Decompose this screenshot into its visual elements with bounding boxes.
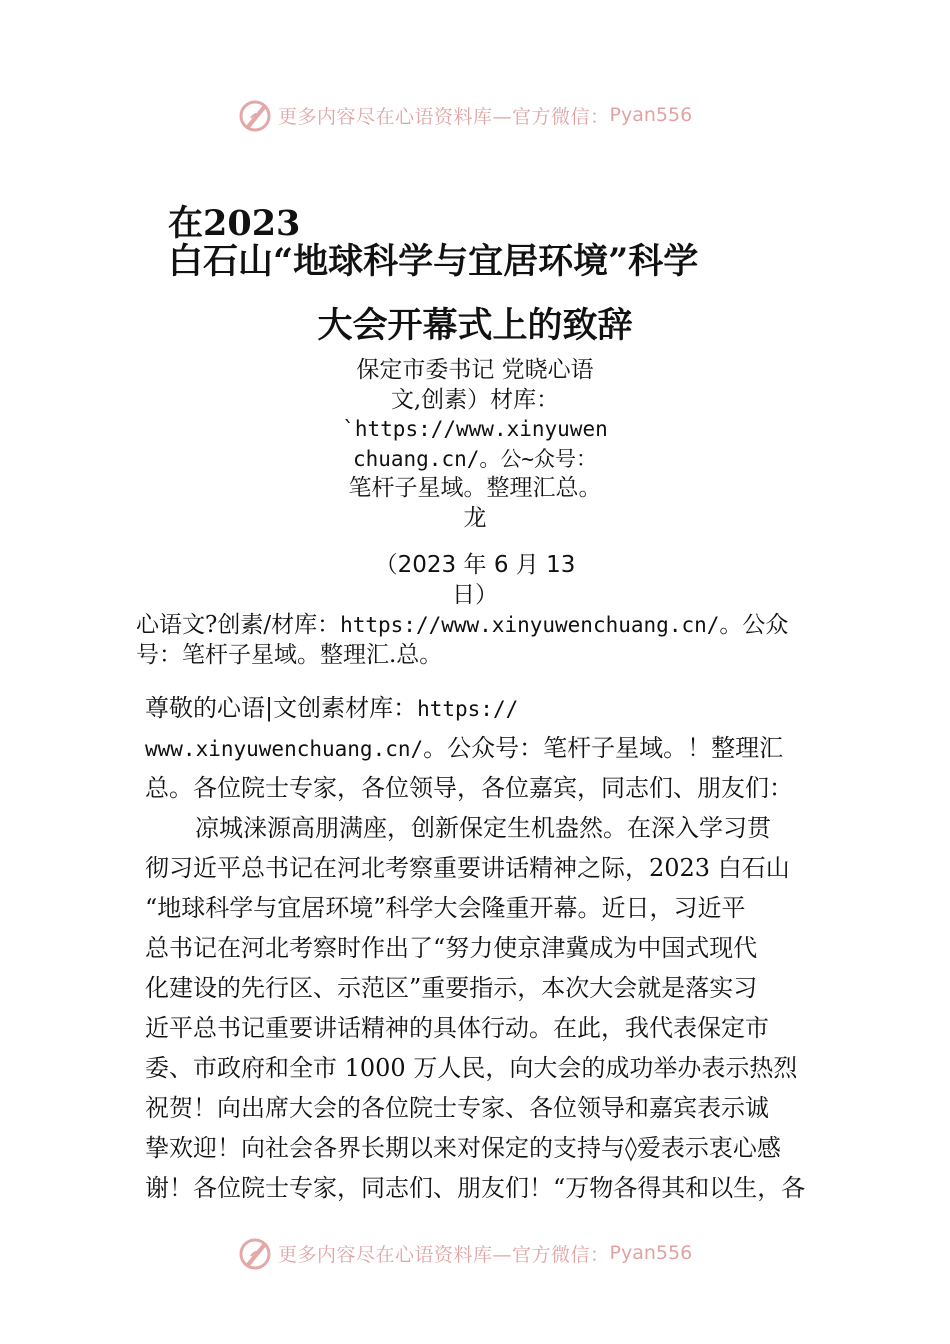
title-line-3: 大会开幕式上的致辞 [317,305,633,346]
salutation-url-part: https:// [417,697,519,721]
body-line [145,808,835,848]
source-line-1a: 心语文?创素/材库： [136,612,341,638]
body-line: 化建设的先行区、示范区”重要指示，本次大会就是落实习 [145,974,758,1002]
body-line: 彻习近平总书记在河北考察重要讲话精神之际，2023 白石山 [145,854,790,882]
author-line-4: chuang.cn/。公~众号： [352,446,598,471]
body-line: 近平总书记重要讲话精神的具体行动。在此，我代表保定市 [145,1014,769,1042]
salutation-url-rest: www.xinyuwenchuang.cn/ [145,737,424,761]
watermark-text: 更多内容尽在心语资料库—官方微信： [278,105,610,128]
author-line-3: `https://www.xinyuwen [342,417,608,441]
body-line: 祝贺！向出席大会的各位院士专家、各位领导和嘉宾表示诚 [145,1094,769,1122]
author-line-1: 保定市委书记 党晓心语 [356,357,594,383]
author-line-2: 文,创素）材库： [390,386,560,413]
pen-seal-logo-icon [238,1236,272,1270]
watermark-text: 更多内容尽在心语资料库—官方微信： [278,1243,610,1266]
date-month-unit: 月 [515,552,539,578]
salutation-text-2: 。公众号：笔杆子星域。！整理汇 [423,734,784,762]
header-watermark [238,98,738,132]
date-year: 2023 [397,552,457,578]
para-lead: 凉城 [195,814,243,842]
body-line: 总书记在河北考察时作出了“努力使京津冀成为中国式现代 [145,934,758,962]
date-open: （ [374,552,398,578]
body-line [145,688,835,728]
source-url: https://www.xinyuwenchuang.cn/ [340,613,720,637]
para-text: 涞源高朋满座，创新保定生机盎然。在深入学习贯 [243,814,771,842]
title-line-2: 白石山“地球科学与宜居环境”科学 [168,241,699,282]
title-line-1: 在2023 [168,203,301,244]
date-day-unit: 日） [452,582,498,608]
source-line-2: 号：笔杆子星域。整理汇.总。 [136,642,443,668]
date-day: 13 [546,552,576,578]
author-line-5: 笔杆子星域。整理汇总。 [348,475,602,501]
date-month: 6 [493,552,509,578]
author-block [330,356,620,533]
body-line: “地球科学与宜居环境”科学大会隆重开幕。近日，习近平 [145,894,746,922]
body-line: 谢！各位院士专家，同志们、朋友们！“万物各得其和以生，各 [145,1174,806,1202]
source-line-1c: 。公众 [719,612,789,638]
author-line-6: 龙 [463,504,487,531]
speech-body [145,688,835,1208]
speech-date [330,550,620,610]
body-line: 总。各位院士专家，各位领导，各位嘉宾，同志们、朋友们： [145,774,793,802]
watermark-wechat-id: Pyan556 [609,1242,693,1264]
body-line: 委、市政府和全市 1000 万人民，向大会的成功举办表示热烈 [145,1054,798,1082]
body-line: 挚欢迎！向社会各界长期以来对保定的支持与◊爱表示衷心感 [145,1134,781,1162]
watermark-wechat-id: Pyan556 [609,104,693,126]
footer-watermark [238,1236,738,1270]
date-year-unit: 年 [463,552,487,578]
body-line [145,728,835,768]
source-note [136,610,836,670]
salutation-text: 尊敬的心语|文创素材库： [145,694,418,722]
pen-seal-logo-icon [238,98,272,132]
